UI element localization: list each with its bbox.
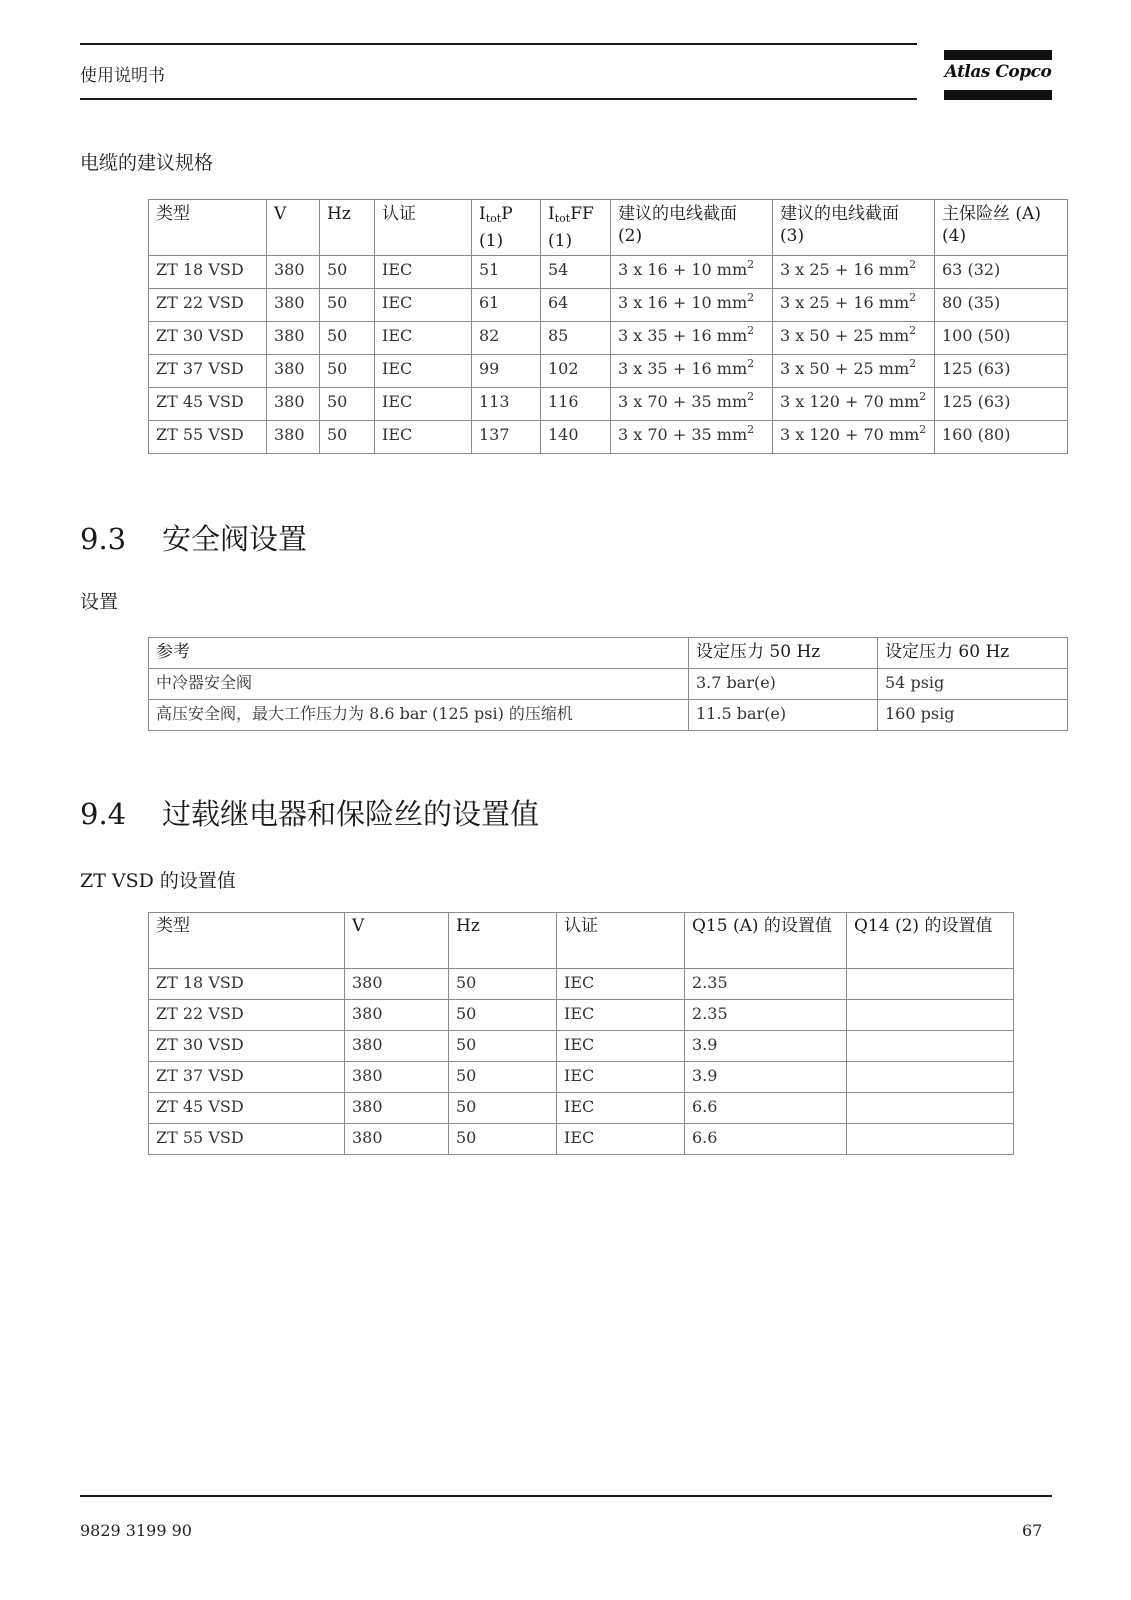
cell-certification: IEC <box>375 322 472 355</box>
cable-col-itotff: $I_{tot}FF$ (1) <box>541 200 611 256</box>
sv-col-ref: 参考 <box>149 638 689 669</box>
safety-valve-table <box>148 637 1068 731</box>
cell-q15-setting: 3.9 <box>685 1031 847 1062</box>
cell-q14-setting <box>847 1093 1014 1124</box>
cell-type: ZT 18 VSD <box>149 256 267 289</box>
cell-pressure-50hz: 3.7 bar(e) <box>689 669 878 700</box>
cell-itot-ff: 64 <box>541 289 611 322</box>
cell-main-fuse: 80 (35) <box>935 289 1068 322</box>
ol-col-q14: Q14 (2) 的设置值 <box>847 913 1014 969</box>
cell-voltage: 380 <box>267 388 320 421</box>
cell-main-fuse: 125 (63) <box>935 355 1068 388</box>
overload-header-row <box>149 913 1014 969</box>
table-row <box>149 669 1068 700</box>
table-row <box>149 289 1068 322</box>
cell-itot-ff: 54 <box>541 256 611 289</box>
cell-frequency: 50 <box>320 421 375 454</box>
logo-top-bar <box>944 50 1052 60</box>
table-row <box>149 355 1068 388</box>
cell-frequency: 50 <box>320 388 375 421</box>
cell-frequency: 50 <box>449 1031 557 1062</box>
ol-col-hz: Hz <box>449 913 557 969</box>
sv-col-60hz: 设定压力 60 Hz <box>878 638 1068 669</box>
overload-settings-table <box>148 912 1014 1155</box>
cell-wire-section-3: 3 x 120 + 70 $mm^2$ <box>773 388 935 421</box>
cell-certification: IEC <box>557 1031 685 1062</box>
cell-certification: IEC <box>557 1093 685 1124</box>
zt-vsd-settings-heading: ZT VSD 的设置值 <box>80 870 236 892</box>
cell-type: ZT 55 VSD <box>149 421 267 454</box>
cell-frequency: 50 <box>449 1000 557 1031</box>
cell-type: ZT 22 VSD <box>149 1000 345 1031</box>
ol-col-v: V <box>345 913 449 969</box>
cell-wire-section-2: 3 x 70 + 35 $mm^2$ <box>611 421 773 454</box>
cell-type: ZT 45 VSD <box>149 1093 345 1124</box>
table-row <box>149 256 1068 289</box>
cell-type: ZT 30 VSD <box>149 322 267 355</box>
footer-rule <box>80 1495 1052 1497</box>
cable-col-hz: Hz <box>320 200 375 256</box>
section-9-3-heading <box>80 517 307 558</box>
cell-voltage: 380 <box>345 1062 449 1093</box>
cell-voltage: 380 <box>345 1000 449 1031</box>
section-number: 9.3 <box>80 522 127 556</box>
cell-itot-p: 137 <box>472 421 541 454</box>
cell-itot-p: 113 <box>472 388 541 421</box>
cell-wire-section-3: 3 x 50 + 25 $mm^2$ <box>773 355 935 388</box>
ol-col-type: 类型 <box>149 913 345 969</box>
cell-voltage: 380 <box>267 256 320 289</box>
cell-pressure-50hz: 11.5 bar(e) <box>689 700 878 731</box>
cell-itot-p: 51 <box>472 256 541 289</box>
cell-wire-section-2: 3 x 35 + 16 $mm^2$ <box>611 322 773 355</box>
safety-valve-header-row <box>149 638 1068 669</box>
cell-pressure-60hz: 54 psig <box>878 669 1068 700</box>
cell-frequency: 50 <box>449 969 557 1000</box>
header-title: 使用说明书 <box>80 66 165 86</box>
table-row <box>149 1031 1014 1062</box>
cell-voltage: 380 <box>267 322 320 355</box>
table-row <box>149 969 1014 1000</box>
cell-wire-section-2: 3 x 70 + 35 $mm^2$ <box>611 388 773 421</box>
atlas-copco-logo <box>944 50 1052 102</box>
cell-voltage: 380 <box>267 355 320 388</box>
cell-wire-section-3: 3 x 25 + 16 $mm^2$ <box>773 289 935 322</box>
cell-itot-p: 99 <box>472 355 541 388</box>
cell-q15-setting: 2.35 <box>685 969 847 1000</box>
table-row <box>149 1000 1014 1031</box>
cell-q14-setting <box>847 1031 1014 1062</box>
cell-main-fuse: 160 (80) <box>935 421 1068 454</box>
cell-q14-setting <box>847 1062 1014 1093</box>
cell-wire-section-2: 3 x 35 + 16 $mm^2$ <box>611 355 773 388</box>
cell-main-fuse: 63 (32) <box>935 256 1068 289</box>
cell-certification: IEC <box>375 388 472 421</box>
cell-itot-ff: 116 <box>541 388 611 421</box>
cell-wire-section-3: 3 x 50 + 25 $mm^2$ <box>773 322 935 355</box>
cell-main-fuse: 100 (50) <box>935 322 1068 355</box>
cell-wire-section-2: 3 x 16 + 10 $mm^2$ <box>611 289 773 322</box>
table-row <box>149 388 1068 421</box>
cell-type: ZT 30 VSD <box>149 1031 345 1062</box>
cable-col-section-2: 建议的电线截面 (2) <box>611 200 773 256</box>
cell-wire-section-2: 3 x 16 + 10 $mm^2$ <box>611 256 773 289</box>
table-row <box>149 322 1068 355</box>
cable-col-type: 类型 <box>149 200 267 256</box>
section-title: 过载继电器和保险丝的设置值 <box>162 797 540 831</box>
cell-certification: IEC <box>375 256 472 289</box>
cell-q14-setting <box>847 1124 1014 1155</box>
table-row <box>149 1124 1014 1155</box>
cell-itot-ff: 102 <box>541 355 611 388</box>
section-title: 安全阀设置 <box>162 522 308 556</box>
cell-type: ZT 18 VSD <box>149 969 345 1000</box>
cell-itot-p: 61 <box>472 289 541 322</box>
cell-certification: IEC <box>557 1000 685 1031</box>
cell-itot-ff: 140 <box>541 421 611 454</box>
section-9-4-heading <box>80 792 539 833</box>
cable-table-header-row <box>149 200 1068 256</box>
table-row <box>149 700 1068 731</box>
cell-voltage: 380 <box>345 1093 449 1124</box>
logo-bottom-bar <box>944 90 1052 100</box>
settings-heading: 设置 <box>80 591 119 613</box>
page-number: 67 <box>1022 1521 1043 1540</box>
cell-reference: 中冷器安全阀 <box>149 669 689 700</box>
cell-frequency: 50 <box>320 355 375 388</box>
cell-type: ZT 22 VSD <box>149 289 267 322</box>
cell-voltage: 380 <box>267 421 320 454</box>
header-bottom-rule <box>80 98 917 100</box>
cell-certification: IEC <box>557 969 685 1000</box>
cell-voltage: 380 <box>345 1031 449 1062</box>
header-top-rule <box>80 43 917 45</box>
ol-col-q15: Q15 (A) 的设置值 <box>685 913 847 969</box>
table-row <box>149 421 1068 454</box>
cell-voltage: 380 <box>267 289 320 322</box>
cell-q15-setting: 2.35 <box>685 1000 847 1031</box>
cell-main-fuse: 125 (63) <box>935 388 1068 421</box>
cable-table <box>148 199 1068 454</box>
cell-q15-setting: 3.9 <box>685 1062 847 1093</box>
cell-voltage: 380 <box>345 1124 449 1155</box>
cell-itot-ff: 85 <box>541 322 611 355</box>
table-row <box>149 1093 1014 1124</box>
table-row <box>149 1062 1014 1093</box>
cell-frequency: 50 <box>320 289 375 322</box>
cell-type: ZT 37 VSD <box>149 355 267 388</box>
cable-col-v: V <box>267 200 320 256</box>
document-number: 9829 3199 90 <box>80 1521 192 1540</box>
cell-itot-p: 82 <box>472 322 541 355</box>
cable-col-section-3: 建议的电线截面 (3) <box>773 200 935 256</box>
cell-q15-setting: 6.6 <box>685 1124 847 1155</box>
cell-voltage: 380 <box>345 969 449 1000</box>
cell-certification: IEC <box>557 1062 685 1093</box>
cell-certification: IEC <box>557 1124 685 1155</box>
cell-q15-setting: 6.6 <box>685 1093 847 1124</box>
cell-reference: 高压安全阀，最大工作压力为 8.6 bar (125 psi) 的压缩机 <box>149 700 689 731</box>
cell-frequency: 50 <box>449 1062 557 1093</box>
cell-frequency: 50 <box>320 322 375 355</box>
sv-col-50hz: 设定压力 50 Hz <box>689 638 878 669</box>
cable-col-main-fuse: 主保险丝 (A) (4) <box>935 200 1068 256</box>
cell-q14-setting <box>847 969 1014 1000</box>
cable-heading: 电缆的建议规格 <box>80 152 214 174</box>
section-number: 9.4 <box>80 797 127 831</box>
cell-type: ZT 45 VSD <box>149 388 267 421</box>
ol-col-cert: 认证 <box>557 913 685 969</box>
logo-wordmark: Atlas Copco <box>944 62 1052 82</box>
cell-frequency: 50 <box>449 1093 557 1124</box>
cell-wire-section-3: 3 x 120 + 70 $mm^2$ <box>773 421 935 454</box>
cell-certification: IEC <box>375 289 472 322</box>
cell-pressure-60hz: 160 psig <box>878 700 1068 731</box>
cell-frequency: 50 <box>320 256 375 289</box>
cell-type: ZT 55 VSD <box>149 1124 345 1155</box>
cell-type: ZT 37 VSD <box>149 1062 345 1093</box>
cable-col-itotp: $I_{tot}P$ (1) <box>472 200 541 256</box>
cell-q14-setting <box>847 1000 1014 1031</box>
cell-certification: IEC <box>375 421 472 454</box>
cell-frequency: 50 <box>449 1124 557 1155</box>
cell-wire-section-3: 3 x 25 + 16 $mm^2$ <box>773 256 935 289</box>
cable-col-cert: 认证 <box>375 200 472 256</box>
cell-certification: IEC <box>375 355 472 388</box>
